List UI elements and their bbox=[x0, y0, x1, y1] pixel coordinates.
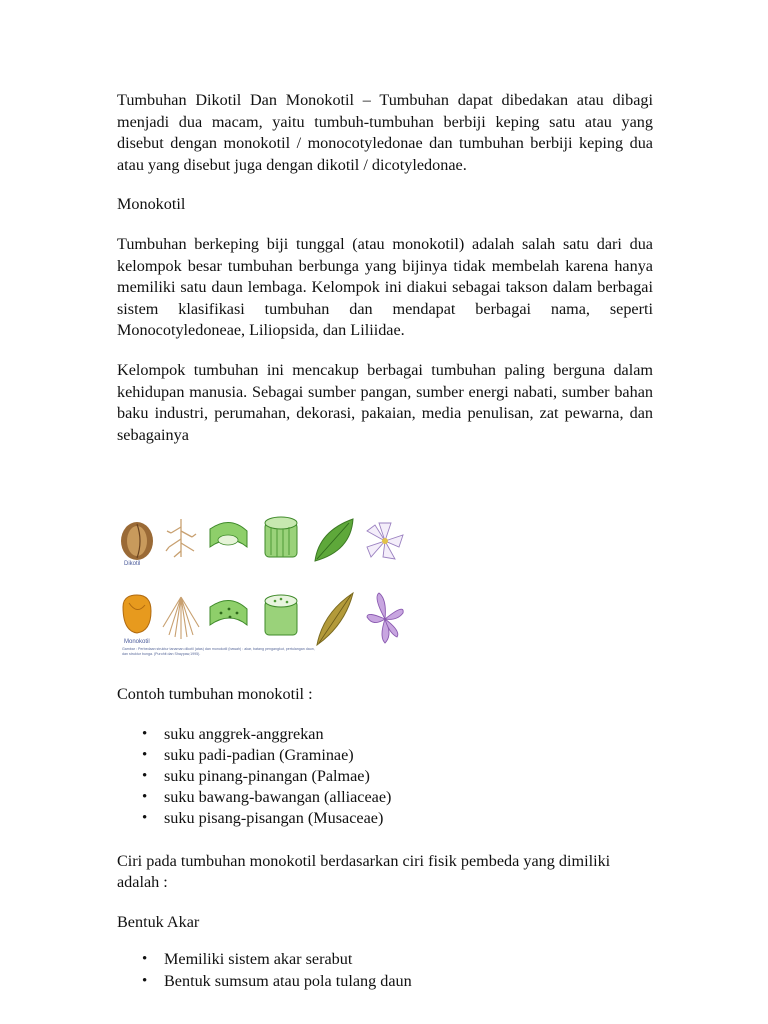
monocot-leaf-icon bbox=[317, 593, 353, 645]
figure-caption-line-1: Gambar : Perbedaan struktur tanaman dikotil (atas) dan monokotil (bawah) : akar, batang pengangkut, pertulangan daun, bbox=[122, 647, 315, 651]
dicot-monocot-figure bbox=[117, 507, 407, 662]
monocot-orchid-icon bbox=[367, 593, 403, 643]
list-item: • suku pinang-pinangan (Palmae) bbox=[117, 766, 653, 787]
monokotil-paragraph-1: Tumbuhan berkeping biji tunggal (atau monokotil) adalah salah satu dari dua kelompok besar tumbuhan berbunga yang bijinya tidak membelah karena hanya memiliki satu daun lembaga. Kelompok ini diakui sebagai takson dalam berbagai sistem klasifikasi tumbuhan dan mendapat berbagai nama, seperti Monocotyledoneae, Liliopsida, dan Liliidae. bbox=[117, 234, 653, 340]
monocot-fibrous-root-icon bbox=[163, 597, 199, 639]
list-item: • suku anggrek-anggrekan bbox=[117, 724, 653, 745]
monocot-stem-section-icon bbox=[210, 600, 247, 625]
heading-bentuk-akar: Bentuk Akar bbox=[117, 912, 200, 931]
monocot-seed-icon bbox=[123, 595, 151, 633]
dicot-taproot-icon bbox=[166, 519, 196, 557]
akar-list bbox=[117, 949, 653, 991]
list-item: • Bentuk sumsum atau pola tulang daun bbox=[117, 971, 653, 992]
dicot-flower-icon bbox=[367, 523, 403, 559]
list-item: • suku pisang-pisangan (Musaceae) bbox=[117, 808, 653, 829]
heading-contoh: Contoh tumbuhan monokotil : bbox=[117, 685, 313, 703]
list-item: • suku padi-padian (Graminae) bbox=[117, 745, 653, 766]
document-page bbox=[117, 90, 653, 446]
dikotil-label: Dikotil bbox=[124, 561, 141, 567]
monokotil-label: Monokotil bbox=[124, 639, 150, 645]
document-page-lower bbox=[117, 684, 653, 992]
examples-list bbox=[117, 724, 653, 830]
list-item: • Memiliki sistem akar serabut bbox=[117, 949, 653, 970]
monocot-vascular-cylinder-icon bbox=[265, 595, 297, 635]
figure-caption-line-2: dan struktur bunga. (Purohit dan Shaypaw,1995). bbox=[122, 652, 201, 656]
dicot-seed-icon bbox=[121, 522, 153, 560]
ciri-paragraph: Ciri pada tumbuhan monokotil berdasarkan ciri fisik pembeda yang dimiliki adalah : bbox=[117, 851, 611, 892]
dicot-stem-section-icon bbox=[210, 522, 247, 547]
list-item: • suku bawang-bawangan (alliaceae) bbox=[117, 787, 653, 808]
heading-monokotil: Monokotil bbox=[117, 195, 186, 214]
monokotil-paragraph-2: Kelompok tumbuhan ini mencakup berbagai tumbuhan paling berguna dalam kehidupan manusia. Sebagai sumber pangan, sumber energi nabati, sumber bahan baku industri, perumahan, dekorasi, pakaian, media penulisan, zat pewarna, dan sebagainya bbox=[117, 360, 653, 444]
dicot-leaf-icon bbox=[315, 519, 353, 561]
intro-paragraph: Tumbuhan Dikotil Dan Monokotil – Tumbuhan dapat dibedakan atau dibagi menjadi dua macam, yaitu tumbuh-tumbuhan berbiji keping satu atau yang disebut dengan monokotil / monocotyledonae dan tumbuhan berbiji keping dua atau yang disebut juga dengan dikotil / dicotyledonae. bbox=[117, 91, 653, 174]
dicot-vascular-cylinder-icon bbox=[265, 517, 297, 557]
